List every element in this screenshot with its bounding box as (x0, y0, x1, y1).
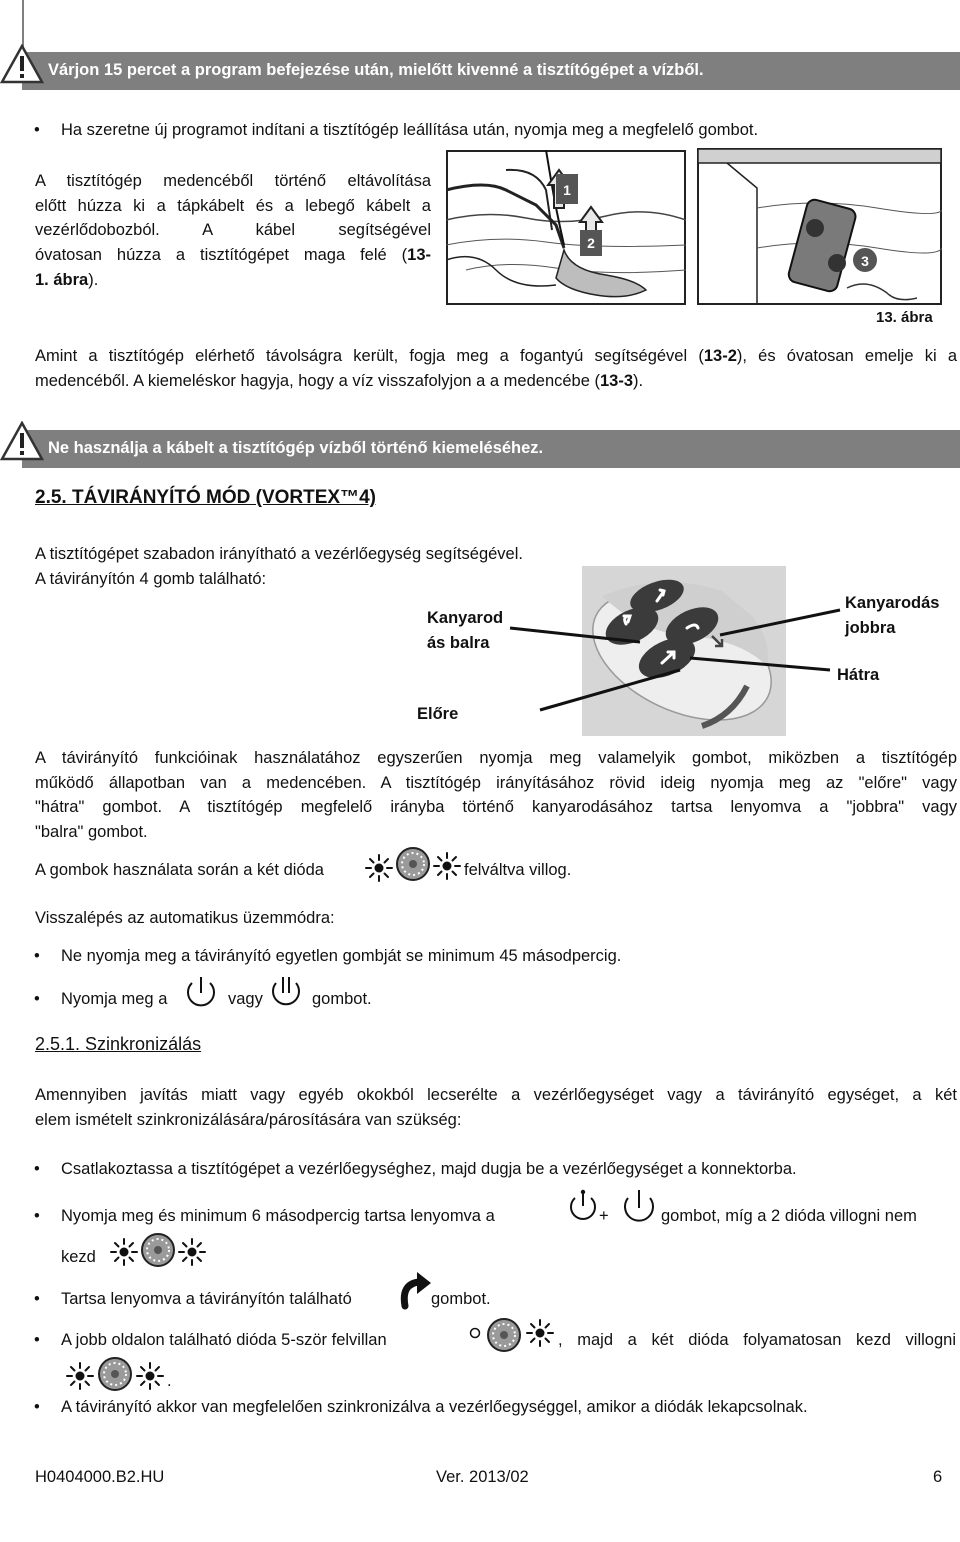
step-label: 1 (563, 182, 571, 198)
label-turn-left: Kanyarod ás balra (427, 609, 504, 652)
label-forward: Előre (417, 705, 459, 723)
step-label: 3 (861, 253, 869, 269)
program-1-button-icon (183, 973, 219, 1009)
dial-icon (97, 1356, 133, 1392)
dial-icon (140, 1232, 176, 1268)
diode-line: A gombok használata során a két dióda (35, 861, 324, 879)
figure-13-panel-1 (446, 150, 686, 305)
list-item-text: gombot. (312, 990, 372, 1008)
diode-blink-icon (178, 1238, 206, 1266)
warning-text: Ne használja a kábelt a tisztítógép vízből történő kiemeléséhez. (48, 439, 544, 457)
diode-blink-icon (526, 1319, 554, 1347)
diode-line-end: felváltva villog. (464, 861, 572, 879)
list-item-text: , majd a két dióda folyamatosan kezd villogni (558, 1331, 956, 1349)
list-item-text: vagy (228, 990, 263, 1008)
section-intro: A tisztítógépet szabadon irányítható a vezérlőegység segítségével. A távirányítón 4 gomb található: (35, 545, 523, 588)
plus-sign: + (599, 1207, 609, 1225)
program-1-button-icon (618, 1186, 658, 1224)
step-label: 2 (587, 235, 595, 251)
warning-icon (0, 44, 44, 84)
diode-blink-icon (110, 1238, 138, 1266)
diode-indicator (486, 1315, 558, 1355)
footer-version: Ver. 2013/02 (436, 1468, 529, 1486)
removal-paragraph-end: 1. ábra). (35, 271, 99, 289)
usage-paragraph: A távirányító funkcióinak használatához egyszerűen nyomja meg valamelyik gombot, miközben a tisztítógép működő állapotban van a medencében. A tisztítógép irányításához rövid ideig nyomja meg az "előre" vagy "hátra" gombot. A tisztítógép megfelelő irányba történő kanyarodásához tartsa lenyomva a "jobbra" vagy "balra" gombot. (35, 749, 957, 841)
diode-indicator (365, 846, 465, 886)
remote-pointer-lines (0, 560, 960, 760)
lift-paragraph: Amint a tisztítógép elérhető távolságra került, fogja meg a fogantyú segítségével (13-2), és óvatosan emelje ki a medencéből. A kiemeléskor hagyja, hogy a víz visszafolyjon a a medencébe (13-3). (35, 347, 957, 390)
power-button-icon (565, 1186, 601, 1224)
removal-paragraph: A tisztítógép medencéből történő eltávolítása előtt húzza ki a tápkábelt és a lebegő kábelt a vezérlődobozból. A kábel segítségével óvatosan húzza a tisztítógépet maga felé (13- (35, 172, 431, 264)
sync-intro: Amennyiben javítás miatt vagy egyéb okokból lecserélte a vezérlőegységet vagy a távirányító egységet, a két elem ismételt szinkronizálására/párosítására van szükség: (35, 1086, 957, 1129)
subsection-heading: 2.5.1. Szinkronizálás (35, 1034, 202, 1054)
warning-banner-top (22, 52, 960, 90)
footer-page-number: 6 (933, 1468, 943, 1486)
diode-blink-icon (365, 854, 393, 882)
label-turn-right: Kanyarodás jobbra (845, 594, 940, 637)
figure-13-panel-2 (697, 148, 942, 305)
list-item-text: kezd (61, 1248, 96, 1266)
return-auto-title: Visszalépés az automatikus üzemmódra: (35, 909, 335, 927)
warning-banner-middle (22, 430, 960, 468)
list-item-text: gombot. (431, 1290, 491, 1308)
diode-blink-icon (66, 1362, 94, 1390)
dial-icon (486, 1317, 522, 1353)
dial-icon (395, 846, 431, 882)
warning-icon (0, 421, 44, 461)
diode-indicator (110, 1232, 210, 1268)
diode-off-icon (468, 1326, 482, 1340)
label-back: Hátra (837, 666, 880, 684)
turn-right-arrow-icon (397, 1270, 433, 1310)
list-item-text: gombot, míg a 2 dióda villogni nem (661, 1207, 917, 1225)
list-item-text: . (167, 1372, 172, 1390)
diode-blink-icon (433, 852, 461, 880)
footer-doc-id: H0404000.B2.HU (35, 1468, 165, 1486)
diode-indicator (66, 1356, 176, 1392)
warning-text: Várjon 15 percet a program befejezése után, mielőtt kivenné a tisztítógépet a vízből. (48, 61, 704, 79)
figure-caption: 13. ábra (876, 309, 933, 326)
diode-blink-icon (136, 1362, 164, 1390)
program-2-button-icon (267, 973, 305, 1009)
section-heading: 2.5. TÁVIRÁNYÍTÓ MÓD (VORTEX™4) (35, 487, 376, 508)
